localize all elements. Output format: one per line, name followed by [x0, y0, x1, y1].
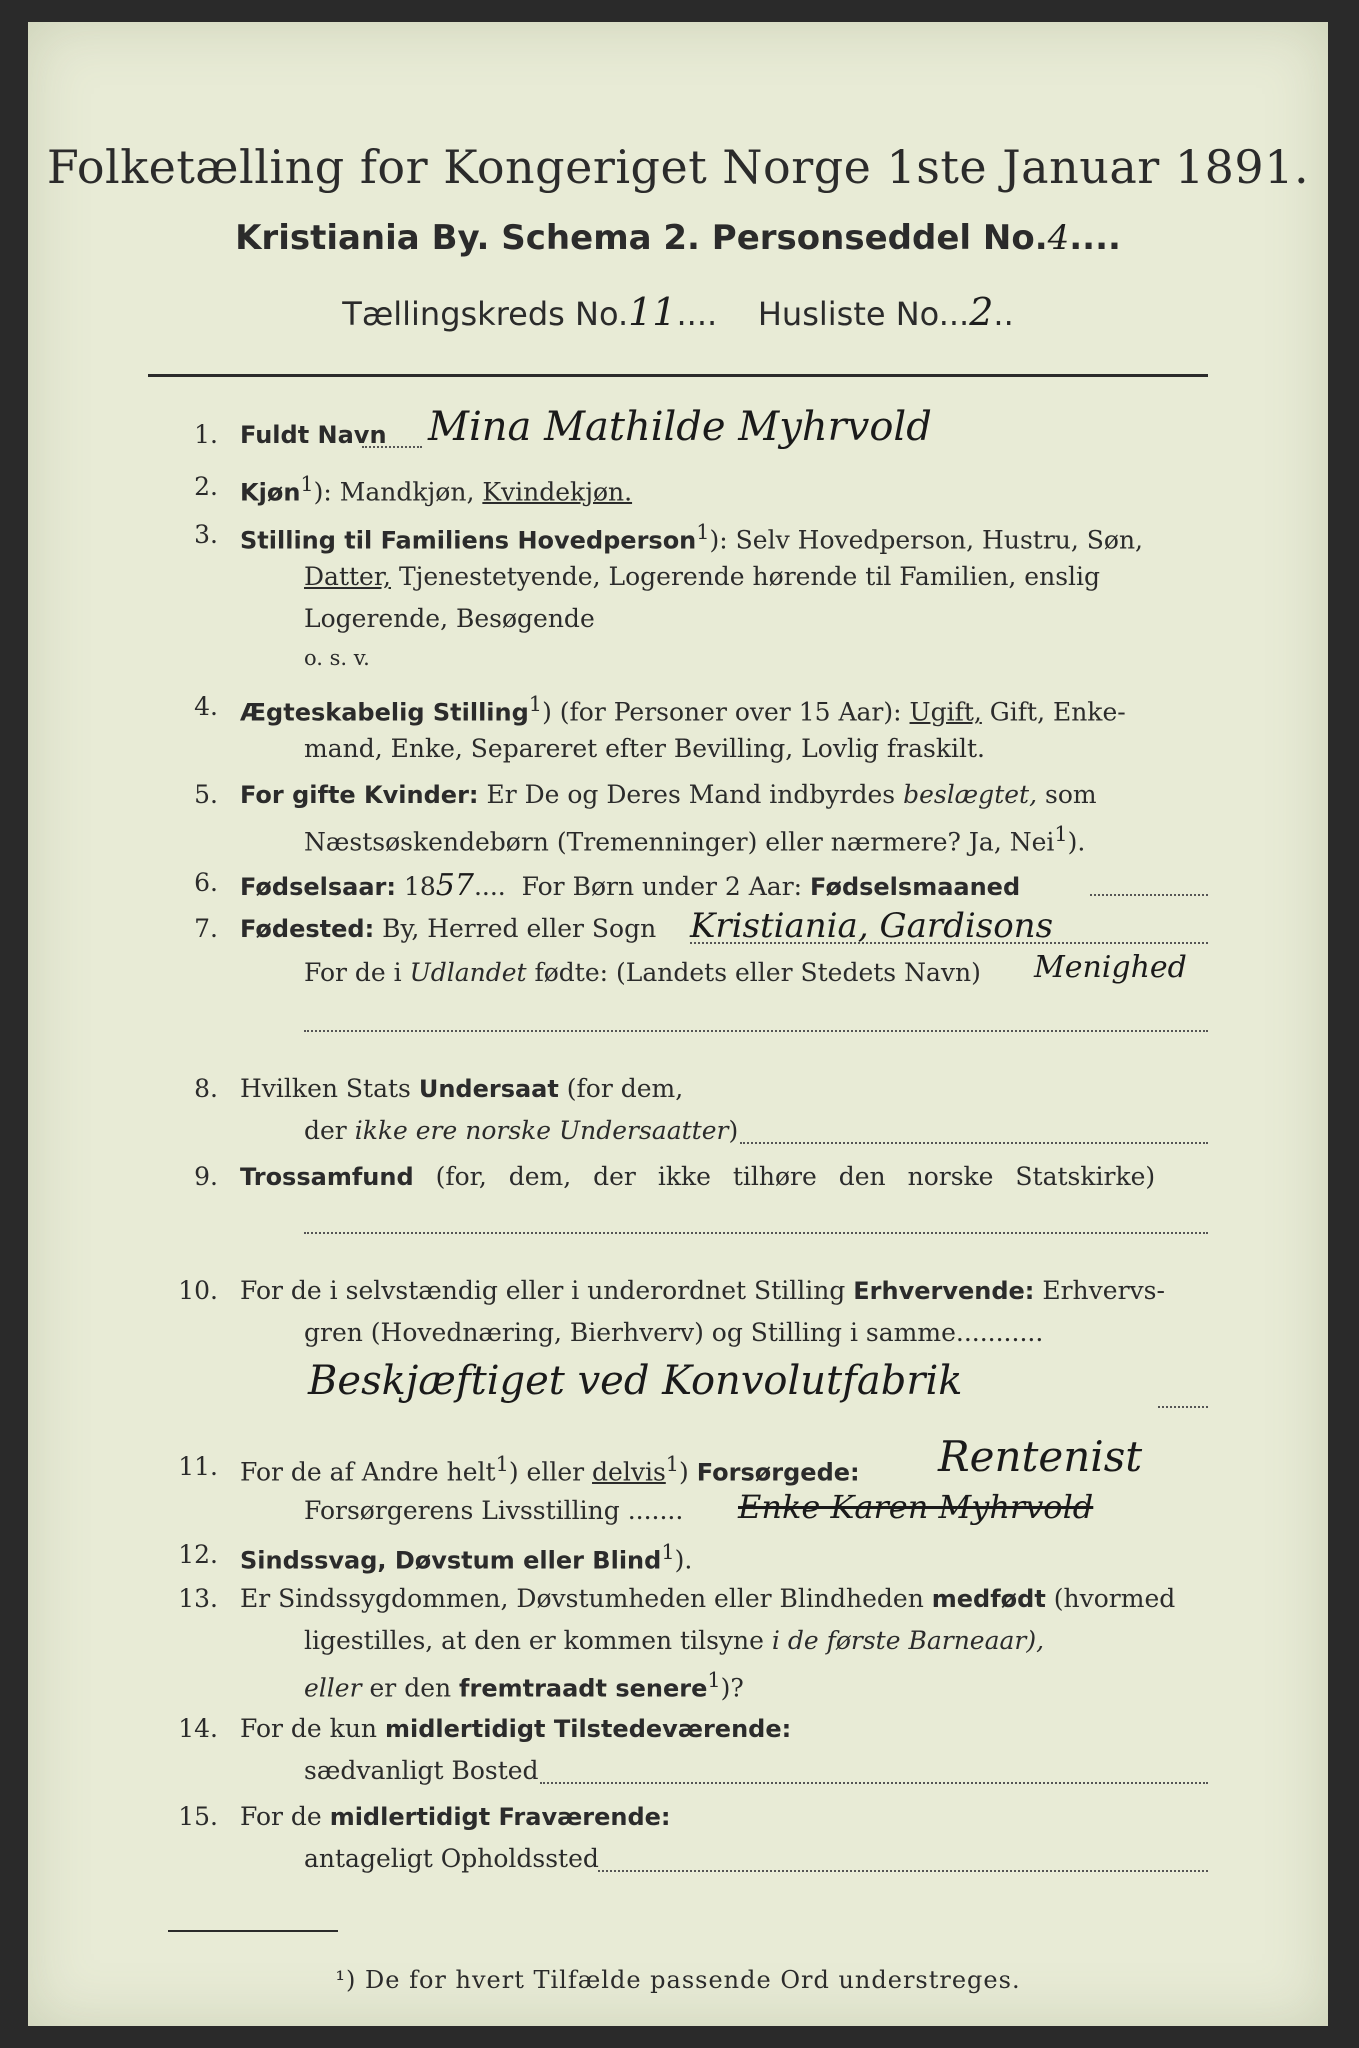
form-district-line: Tællingskreds No.11.... Husliste No...2.. — [342, 290, 1014, 334]
gender-selected: Kvindekjøn. — [482, 477, 633, 507]
birthplace-value: Kristiania, Gardisons — [690, 906, 1054, 946]
family-position-selected: Datter, — [304, 562, 391, 591]
census-form-sheet: Folketælling for Kongeriget Norge 1ste Januar 1891. Kristiania By. Schema 2. Personseddel No.4.... Tællingskreds No.11.... Husliste No...2.. 1. Fuldt Navn Mina Mathilde Myhrvold 2. Kjøn$^1$): Mandkjøn, Kvindekjøn. 3. Stilling til Familiens Hovedperson$^1$): Selv Hovedperson, Hustru, Søn, Datter, Tjenestetyende, Logerende hørende til Familien, enslig Logerende, Besøgende o. s. v. 4. Ægteskabelig Stilling$^1$) (for Personer over 15 Aar): Ugift, Gift, Enke- mand, Enke, Separeret efter Bevilling, Lovlig fraskilt. 5. For gifte Kvinder: Er De og Deres Mand indbyrdes beslægtet, som Næstsøskendebørn (Tremenninger) eller nærmere? Ja, Nei$^1$). 6. Fødselsaar: 1857.... For Børn under 2 Aar: Fødselsmaaned 7. Fødested: By, Herred eller Sogn Kristiania, Gardisons For de i Udlandet fødte: (Landets eller Stedets Navn) Menighed 8. Hvilken Stats Undersaat (for dem, der ikke ere norske Undersaatter) 9. Trossamfund (for, dem, der ikke tilhøre den norske Statskirke) 10. For de i selvstændig eller i underordnet Stilling Erhvervende: Erhvervs- gren (Hovednæring, Bierhverv) og Stilling i samme........... Beskjæftiget ved Konvolutfabrik 11. For de af Andre helt$^1$) eller delvis$^1$) Forsørgede: Rentenist Forsørgerens Livsstilling ....... Enke Karen Myhrvold 12. Sindssvag, Døvstum eller Blind$^1$). 13. Er Sindssygdommen, Døvstumheden eller Blindheden medfødt (hvormed ligestilles, at den er kommen tilsyne i de første Barneaar), eller er den fremtraadt senere$^1$)? 14. For de kun midlertidigt Tilstedeværende: sædvanligt Bosted 15. For de midlertidigt Fraværende: antageligt Opholdssted ¹) De for hvert Tilfælde passende Ord understreges. — [28, 22, 1328, 2026]
taellingskreds-number: 11 — [628, 290, 677, 334]
marital-status-selected: Ugift, — [909, 697, 982, 727]
husliste-number: 2 — [969, 290, 994, 334]
birthplace-value-2: Menighed — [1034, 950, 1187, 985]
occupation-value: Beskjæftiget ved Konvolutfabrik — [308, 1358, 963, 1404]
support-selected: delvis — [592, 1457, 666, 1487]
form-title: Folketælling for Kongeriget Norge 1ste Januar 1891. — [46, 140, 1310, 194]
provider-value: Rentenist — [938, 1432, 1143, 1481]
footnote: ¹) De for hvert Tilfælde passende Ord understreges. — [335, 1966, 1021, 1994]
header-divider — [148, 374, 1208, 377]
full-name-value: Mina Mathilde Myhrvold — [428, 404, 932, 450]
form-subtitle: Kristiania By. Schema 2. Personseddel No.4.... — [235, 218, 1121, 258]
personseddel-number: 4 — [1047, 218, 1070, 258]
birth-year-value: 57 — [435, 868, 474, 903]
provider-struck-value: Enke Karen Myhrvold — [738, 1488, 1094, 1526]
footnote-divider — [168, 1930, 338, 1932]
